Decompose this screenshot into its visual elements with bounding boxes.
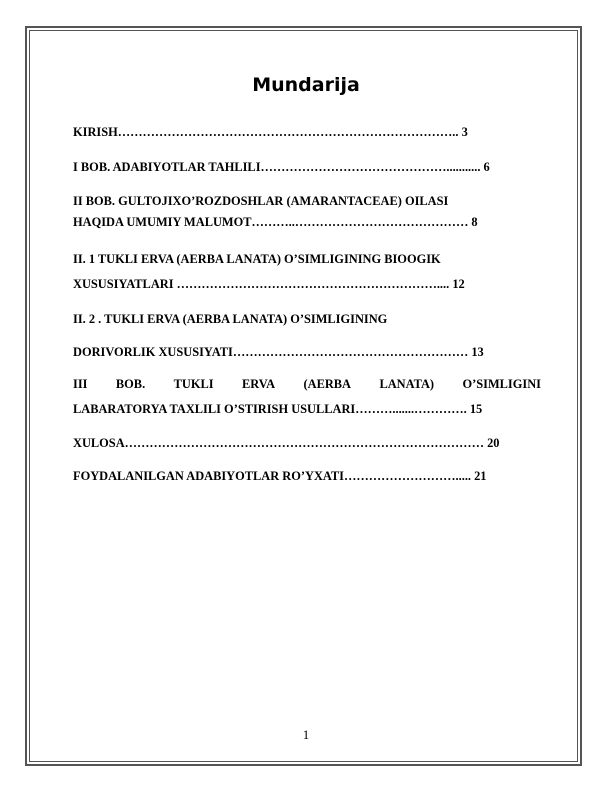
- toc-entry-section-2-2-line-1: II. 2 . TUKLI ERVA (AERBA LANATA) O’SIMLIGINING: [73, 312, 388, 326]
- page-number: 1: [302, 727, 310, 742]
- document-title: Mundarija: [252, 74, 360, 96]
- toc-word: (AERBA: [303, 377, 351, 391]
- toc-entry-kirish: KIRISH……………………………………………………………………….. 3: [73, 125, 468, 139]
- toc-entry-chapter-3-line-1: [73, 376, 541, 392]
- toc-word: III: [73, 377, 88, 391]
- toc-entry-references: FOYDALANILGAN ADABIYOTLAR RO’YXATI………………………..... 21: [73, 469, 487, 483]
- toc-entry-section-2-1-line-2: XUSUSIYATLARI ……………………………………………………….... 12: [73, 277, 465, 291]
- toc-entry-chapter-2-line-1: II BOB. GULTOJIXO’ROZDOSHLAR (AMARANTACEAE) OILASI: [73, 194, 449, 208]
- toc-entry-chapter-1: I BOB. ADABIYOTLAR TAHLILI………………………………………........... 6: [73, 160, 490, 174]
- toc-entry-xulosa: XULOSA…………………………………………………………………………… 20: [73, 436, 500, 450]
- toc-word: BOB.: [115, 377, 146, 391]
- toc-word: ERVA: [241, 377, 276, 391]
- toc-entry-chapter-3-line-2: LABARATORYA TAXLILI O’STIRISH USULLARI……….......…………. 15: [73, 402, 483, 416]
- toc-entry-section-2-2-line-2: DORIVORLIK XUSUSIYATI………………………………………………… 13: [73, 345, 484, 359]
- toc-word: LANATA): [379, 377, 435, 391]
- toc-word: TUKLI: [173, 377, 214, 391]
- toc-entry-chapter-2-line-2: HAQIDA UMUMIY MALUMOT………..…………………………………… 8: [73, 215, 478, 229]
- toc-word: O’SIMLIGINI: [462, 377, 541, 391]
- toc-entry-section-2-1-line-1: II. 1 TUKLI ERVA (AERBA LANATA) O’SIMLIGINING BIOOGIK: [73, 252, 441, 266]
